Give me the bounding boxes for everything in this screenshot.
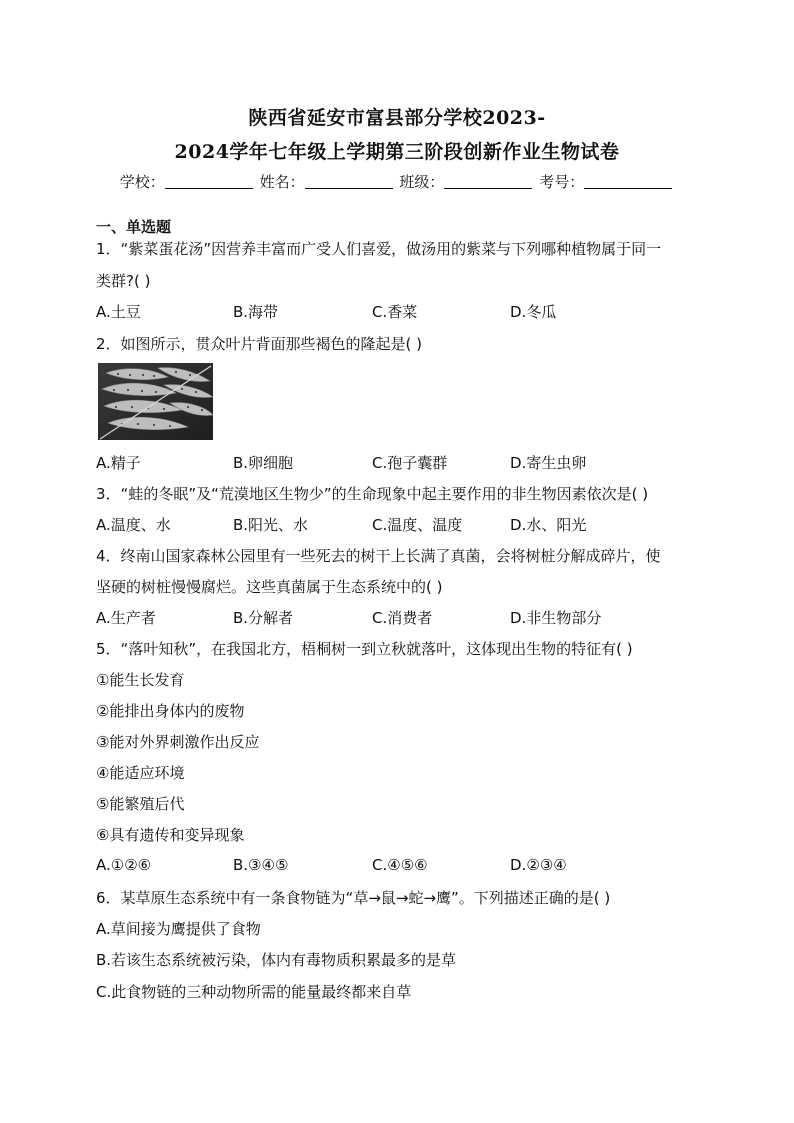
question-4-option-a[interactable]: A.生产者 (96, 609, 156, 627)
exam-number-label: 考号： (539, 173, 585, 191)
question-5-option-d[interactable]: D.②③④ (510, 856, 567, 874)
question-3-text-line-1: 3．“蛙的冬眠”及“荒漠地区生物少”的生命现象中起主要作用的非生物因素依次是( ) (96, 485, 649, 503)
question-5-option-c[interactable]: C.④⑤⑥ (372, 856, 428, 874)
question-5-statement-2: ②能排出身体内的废物 (96, 702, 245, 720)
question-4-option-b[interactable]: B.分解者 (233, 609, 294, 627)
question-5-statement-6: ⑥具有遗传和变异现象 (96, 826, 245, 844)
question-5-statement-1: ①能生长发育 (96, 671, 185, 689)
question-6-option-a[interactable]: A.草间接为鹰提供了食物 (96, 920, 261, 938)
question-3-option-d[interactable]: D.水、阳光 (510, 516, 587, 534)
fern-leaf-photo (98, 363, 213, 440)
question-2-text-line-1: 2．如图所示，贯众叶片背面那些褐色的隆起是( ) (96, 335, 423, 353)
question-2-option-b[interactable]: B.卵细胞 (233, 454, 294, 472)
exam-title-line-1: 陕西省延安市富县部分学校2023- (248, 107, 546, 129)
question-3-option-c[interactable]: C.温度、温度 (372, 516, 463, 534)
question-1-option-b[interactable]: B.海带 (233, 303, 279, 321)
student-info-row (0, 171, 794, 192)
section-title: 一、单选题 (96, 218, 172, 236)
class-label: 班级： (399, 173, 445, 191)
question-5-option-a[interactable]: A.①②⑥ (96, 856, 152, 874)
question-1-option-c[interactable]: C.香菜 (372, 303, 418, 321)
question-1-options (96, 301, 696, 321)
question-4-option-d[interactable]: D.非生物部分 (510, 609, 602, 627)
question-6-option-c[interactable]: C.此食物链的三种动物所需的能量最终都来自草 (96, 983, 412, 1001)
exam-number-blank[interactable] (584, 174, 672, 189)
question-1-option-d[interactable]: D.冬瓜 (510, 303, 557, 321)
question-5-statement-4: ④能适应环境 (96, 764, 185, 782)
school-label: 学校： (119, 173, 165, 191)
question-4-options (96, 607, 696, 627)
school-blank[interactable] (165, 174, 253, 189)
question-4-option-c[interactable]: C.消费者 (372, 609, 433, 627)
question-2-options (96, 452, 696, 472)
question-5-options (96, 856, 696, 876)
question-1-text-line-1: 1．“紫菜蛋花汤”因营养丰富而广受人们喜爱，做汤用的紫菜与下列哪种植物属于同一 (96, 240, 662, 258)
question-3-option-b[interactable]: B.阳光、水 (233, 516, 309, 534)
question-1-option-a[interactable]: A.土豆 (96, 303, 141, 321)
question-4-text-line-2: 坚硬的树桩慢慢腐烂。这些真菌属于生态系统中的( ) (96, 578, 443, 596)
question-3-option-a[interactable]: A.温度、水 (96, 516, 171, 534)
name-blank[interactable] (305, 174, 393, 189)
question-6-option-b[interactable]: B.若该生态系统被污染，体内有毒物质积累最多的是草 (96, 951, 457, 969)
question-1-text-line-2: 类群?( ) (96, 272, 151, 290)
question-5-option-b[interactable]: B.③④⑤ (233, 856, 289, 874)
exam-title-line-2: 2024学年七年级上学期第三阶段创新作业生物试卷 (174, 141, 620, 163)
question-2-option-d[interactable]: D.寄生虫卵 (510, 454, 587, 472)
question-5-statement-3: ③能对外界刺激作出反应 (96, 733, 260, 751)
class-blank[interactable] (444, 174, 532, 189)
question-2-option-a[interactable]: A.精子 (96, 454, 141, 472)
question-6-text-line-1: 6．某草原生态系统中有一条食物链为“草→鼠→蛇→鹰”。下列描述正确的是( ) (96, 889, 611, 907)
question-5-text-line-1: 5．“落叶知秋”，在我国北方，梧桐树一到立秋就落叶，这体现出生物的特征有( ) (96, 640, 633, 658)
question-2-option-c[interactable]: C.孢子囊群 (372, 454, 448, 472)
question-3-options (96, 514, 696, 534)
name-label: 姓名： (259, 173, 305, 191)
question-5-statement-5: ⑤能繁殖后代 (96, 795, 185, 813)
question-4-text-line-1: 4．终南山国家森林公园里有一些死去的树干上长满了真菌，会将树桩分解成碎片，使 (96, 547, 661, 565)
